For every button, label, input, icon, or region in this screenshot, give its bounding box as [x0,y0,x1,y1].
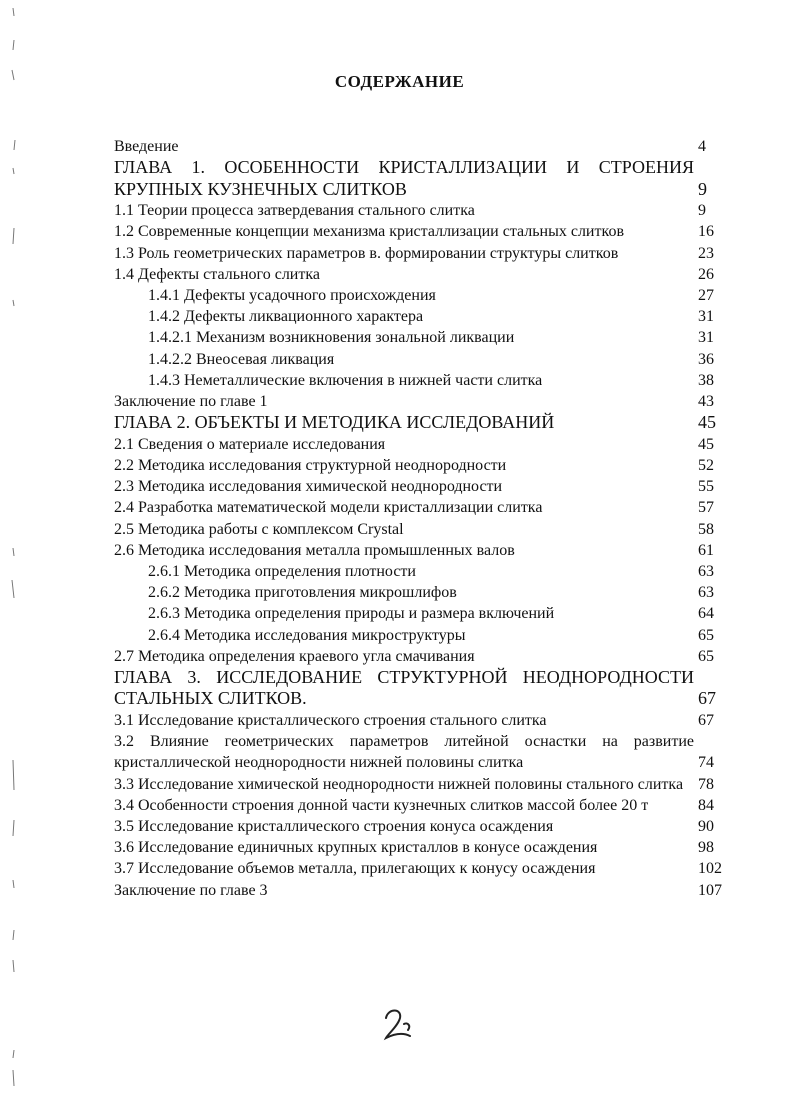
toc-entry-page: 16 [698,223,714,241]
toc-entry-page: 38 [698,371,714,389]
toc-entry-title: ГЛАВА 3. ИССЛЕДОВАНИЕ СТРУКТУРНОЙ НЕОДНОРОДНОСТИ СТАЛЬНЫХ СЛИТКОВ. [114,666,694,709]
toc-entry [114,858,742,879]
toc-entry-title: 1.1 Теории процесса затвердевания стального слитка [114,202,475,220]
toc-entry-title: 3.6 Исследование единичных крупных кристаллов в конусе осаждения [114,839,598,857]
toc-entry [114,880,742,901]
toc-entry [114,582,742,603]
toc-entry-title: 3.7 Исследование объемов металла, прилегающих к конусу осаждения [114,860,596,878]
toc-entry-title: 2.3 Методика исследования химической неоднородности [114,478,503,496]
toc-entry-page: 43 [698,393,714,411]
toc-entry [114,710,742,731]
table-of-contents [114,136,742,901]
toc-entry [114,540,742,561]
toc-entry [114,349,742,370]
toc-entry [114,434,742,455]
toc-entry [114,221,742,242]
toc-entry-page: 31 [698,329,714,347]
toc-entry [114,157,742,200]
toc-entry-title: 3.1 Исследование кристаллического строения стального слитка [114,711,547,729]
toc-entry-title: 2.2 Методика исследования структурной неоднородности [114,456,507,474]
toc-entry-page: 102 [698,860,722,878]
toc-entry-page: 4 [698,138,706,155]
toc-entry [114,774,742,795]
toc-entry [114,327,742,348]
toc-entry [114,603,742,624]
toc-entry-title: Введение [114,138,179,155]
toc-entry-title: 3.2 Влияние геометрических параметров литейной оснастки на развитие кристаллической неоднородности нижней половины слитка [114,733,694,772]
toc-entry-title: 2.4 Разработка математической модели кристаллизации слитка [114,499,543,517]
toc-entry-page: 63 [698,562,714,580]
handwritten-page-mark [378,1004,418,1044]
toc-entry [114,243,742,264]
toc-entry-page: 84 [698,796,714,814]
toc-entry-title: 1.4.2.1 Механизм возникновения зональной ликвации [148,329,515,347]
toc-entry [114,561,742,582]
toc-entry-page: 64 [698,605,714,623]
toc-entry-title: 2.6.4 Методика исследования микроструктуры [148,626,466,644]
toc-entry-page: 45 [698,435,714,453]
toc-entry [114,391,742,412]
toc-entry-title: Заключение по главе 1 [114,393,268,411]
toc-entry [114,646,742,667]
toc-entry [114,667,742,710]
toc-entry-page: 26 [698,265,714,283]
toc-entry [114,306,742,327]
toc-entry [114,625,742,646]
toc-entry-page: 27 [698,287,714,305]
toc-entry-title: 1.3 Роль геометрических параметров в. формировании структуры слитков [114,244,619,262]
toc-entry-page: 63 [698,584,714,602]
toc-entry [114,200,742,221]
toc-entry-title: 2.6 Методика исследования металла промышленных валов [114,541,515,559]
toc-entry-title: ГЛАВА 1. ОСОБЕННОСТИ КРИСТАЛЛИЗАЦИИ И СТРОЕНИЯ КРУПНЫХ КУЗНЕЧНЫХ СЛИТКОВ [114,157,694,199]
toc-entry-page: 36 [698,350,714,368]
toc-entry-title: 1.4 Дефекты стального слитка [114,265,320,283]
toc-entry-page: 23 [698,244,714,262]
toc-entry-page: 45 [698,412,716,433]
toc-entry [114,476,742,497]
toc-entry-page: 55 [698,478,714,496]
toc-entry-page: 67 [698,688,716,709]
toc-entry [114,455,742,476]
toc-entry [114,264,742,285]
toc-entry-page: 9 [698,178,707,199]
toc-entry-title: 3.4 Особенности строения донной части кузнечных слитков массой более 20 т [114,796,649,814]
toc-entry-title: 2.1 Сведения о материале исследования [114,435,386,453]
toc-entry-page: 57 [698,499,714,517]
toc-entry-page: 107 [698,881,722,899]
toc-entry-page: 67 [698,711,714,729]
toc-entry-title: 2.6.3 Методика определения природы и размера включений [148,605,555,623]
toc-entry [114,795,742,816]
toc-entry-page: 74 [698,754,714,772]
toc-entry-title: 3.5 Исследование кристаллического строения конуса осаждения [114,817,554,835]
toc-entry-page: 90 [698,817,714,835]
toc-entry-title: 2.6.2 Методика приготовления микрошлифов [148,584,457,602]
toc-entry-page: 61 [698,541,714,559]
toc-entry-title: 2.7 Методика определения краевого угла смачивания [114,647,475,665]
toc-entry-page: 31 [698,308,714,326]
toc-entry-title: 2.6.1 Методика определения плотности [148,562,416,580]
toc-entry [114,136,742,157]
toc-entry [114,412,742,434]
toc-entry [114,837,742,858]
toc-entry-page: 65 [698,647,714,665]
toc-entry-title: 1.4.1 Дефекты усадочного происхождения [148,287,436,305]
toc-entry-title: 1.4.3 Неметаллические включения в нижней части слитка [148,371,543,389]
toc-entry-title: ГЛАВА 2. ОБЪЕКТЫ И МЕТОДИКА ИССЛЕДОВАНИЙ [114,412,555,433]
toc-entry [114,497,742,518]
toc-entry-page: 65 [698,626,714,644]
toc-entry [114,731,742,773]
toc-entry-title: 1.4.2.2 Внеосевая ликвация [148,350,335,368]
toc-entry [114,370,742,391]
toc-entry-title: 2.5 Методика работы с комплексом Crystal [114,520,404,538]
toc-entry-title: Заключение по главе 3 [114,881,268,899]
toc-entry-page: 78 [698,775,714,793]
toc-entry-page: 98 [698,839,714,857]
toc-entry [114,285,742,306]
toc-entry-title: 1.4.2 Дефекты ликвационного характера [148,308,424,326]
toc-entry-page: 52 [698,456,714,474]
toc-entry [114,816,742,837]
page-title: СОДЕРЖАНИЕ [334,72,465,91]
toc-entry-page: 9 [698,202,706,220]
toc-entry-title: 3.3 Исследование химической неоднородности нижней половины стального слитка [114,775,684,793]
toc-entry-page: 58 [698,520,714,538]
scan-margin-marks [6,0,20,1102]
toc-entry [114,519,742,540]
toc-entry-title: 1.2 Современные концепции механизма кристаллизации стальных слитков [114,223,624,241]
